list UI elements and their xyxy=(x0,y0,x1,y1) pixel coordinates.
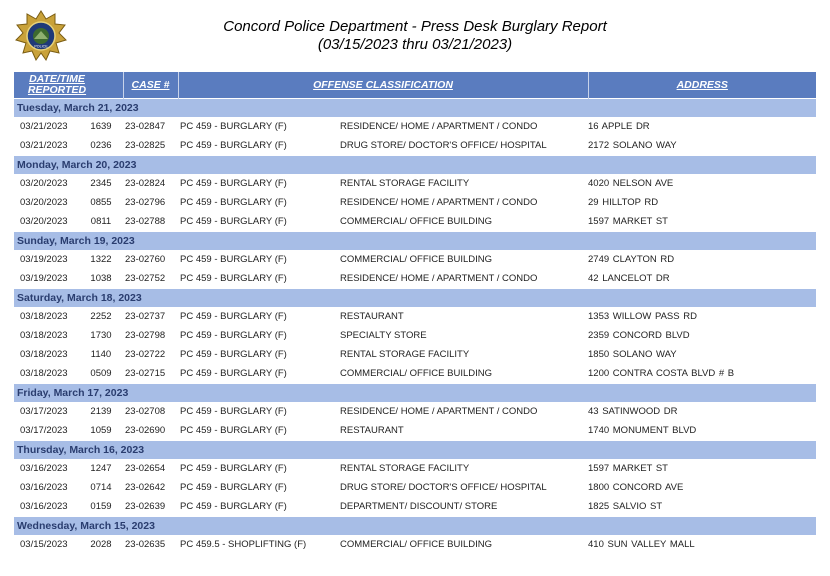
day-group-header xyxy=(14,289,816,308)
incident-date: 03/18/2023 xyxy=(20,330,68,341)
column-header-case: CASE # xyxy=(123,72,178,99)
day-group-header xyxy=(14,517,816,536)
table-row xyxy=(14,307,816,326)
incident-address: 1740 MONUMENT BLVD xyxy=(588,425,697,436)
table-row xyxy=(14,364,816,384)
premise-type: DRUG STORE/ DOCTOR'S OFFICE/ HOSPITAL xyxy=(340,140,547,151)
premise-type: DEPARTMENT/ DISCOUNT/ STORE xyxy=(340,501,498,512)
table-row xyxy=(14,478,816,497)
offense-code: PC 459 - BURGLARY (F) xyxy=(180,368,287,379)
case-number: 23-02796 xyxy=(125,197,166,208)
day-group-header xyxy=(14,232,816,251)
report-body xyxy=(14,99,816,555)
incident-address: 42 LANCELOT DR xyxy=(588,273,670,284)
table-row xyxy=(14,497,816,517)
table-row xyxy=(14,136,816,156)
case-number: 23-02722 xyxy=(125,349,166,360)
table-row xyxy=(14,269,816,289)
table-row xyxy=(14,117,816,136)
offense-code: PC 459 - BURGLARY (F) xyxy=(180,121,287,132)
day-label: Tuesday, March 21, 2023 xyxy=(14,99,816,118)
incident-address: 1597 MARKET ST xyxy=(588,463,668,474)
table-row xyxy=(14,326,816,345)
offense-code: PC 459 - BURGLARY (F) xyxy=(180,330,287,341)
incident-date: 03/16/2023 xyxy=(20,501,68,512)
incident-date: 03/16/2023 xyxy=(20,482,68,493)
incident-time: 1247 xyxy=(90,463,112,474)
incident-time: 2139 xyxy=(90,406,112,417)
day-group-header xyxy=(14,99,816,118)
case-number: 23-02847 xyxy=(125,121,166,132)
incident-time: 0811 xyxy=(90,216,112,227)
day-label: Wednesday, March 15, 2023 xyxy=(14,517,816,536)
incident-date: 03/18/2023 xyxy=(20,368,68,379)
incident-address: 2749 CLAYTON RD xyxy=(588,254,675,265)
offense-code: PC 459 - BURGLARY (F) xyxy=(180,463,287,474)
report-title: Concord Police Department - Press Desk Burglary Report xyxy=(223,18,607,35)
incident-time: 0236 xyxy=(90,140,112,151)
column-header-offense: OFFENSE CLASSIFICATION xyxy=(178,72,588,99)
premise-type: COMMERCIAL/ OFFICE BUILDING xyxy=(340,539,493,550)
premise-type: RENTAL STORAGE FACILITY xyxy=(340,349,470,360)
table-row xyxy=(14,193,816,212)
incident-date: 03/21/2023 xyxy=(20,140,68,151)
incident-time: 0159 xyxy=(90,501,112,512)
premise-type: RESTAURANT xyxy=(340,425,404,436)
day-label: Saturday, March 18, 2023 xyxy=(14,289,816,308)
incident-date: 03/17/2023 xyxy=(20,425,68,436)
incident-date: 03/21/2023 xyxy=(20,121,68,132)
premise-type: SPECIALTY STORE xyxy=(340,330,427,341)
incident-date: 03/18/2023 xyxy=(20,349,68,360)
table-row xyxy=(14,421,816,441)
case-number: 23-02690 xyxy=(125,425,166,436)
incident-date: 03/20/2023 xyxy=(20,216,68,227)
offense-code: PC 459 - BURGLARY (F) xyxy=(180,406,287,417)
case-number: 23-02825 xyxy=(125,140,166,151)
premise-type: RESIDENCE/ HOME / APARTMENT / CONDO xyxy=(340,197,538,208)
incident-address: 410 SUN VALLEY MALL xyxy=(588,539,695,550)
table-row xyxy=(14,459,816,478)
incident-time: 0714 xyxy=(90,482,112,493)
incident-address: 16 APPLE DR xyxy=(588,121,650,132)
case-number: 23-02824 xyxy=(125,178,166,189)
incident-time: 1038 xyxy=(90,273,112,284)
case-number: 23-02635 xyxy=(125,539,166,550)
incident-time: 1140 xyxy=(90,349,112,360)
offense-code: PC 459 - BURGLARY (F) xyxy=(180,311,287,322)
table-row xyxy=(14,345,816,364)
case-number: 23-02654 xyxy=(125,463,166,474)
table-header-row xyxy=(14,72,816,99)
case-number: 23-02737 xyxy=(125,311,166,322)
report-date-range: (03/15/2023 thru 03/21/2023) xyxy=(317,36,513,53)
premise-type: COMMERCIAL/ OFFICE BUILDING xyxy=(340,216,493,227)
case-number: 23-02788 xyxy=(125,216,166,227)
offense-code: PC 459 - BURGLARY (F) xyxy=(180,273,287,284)
incident-address: 1850 SOLANO WAY xyxy=(588,349,677,360)
column-header-datetime: DATE/TIME REPORTED xyxy=(14,72,123,99)
incident-address: 2359 CONCORD BLVD xyxy=(588,330,690,341)
incident-date: 03/18/2023 xyxy=(20,311,68,322)
table-row xyxy=(14,250,816,269)
offense-code: PC 459 - BURGLARY (F) xyxy=(180,349,287,360)
incident-address: 43 SATINWOOD DR xyxy=(588,406,678,417)
incident-time: 1059 xyxy=(90,425,112,436)
table-row xyxy=(14,174,816,193)
svg-text:POLICE: POLICE xyxy=(34,44,48,49)
case-number: 23-02760 xyxy=(125,254,166,265)
day-group-header xyxy=(14,441,816,460)
incident-address: 1825 SALVIO ST xyxy=(588,501,663,512)
day-group-header xyxy=(14,384,816,403)
incident-address: 1353 WILLOW PASS RD xyxy=(588,311,697,322)
premise-type: DRUG STORE/ DOCTOR'S OFFICE/ HOSPITAL xyxy=(340,482,547,493)
day-label: Friday, March 17, 2023 xyxy=(14,384,816,403)
incident-time: 1639 xyxy=(90,121,112,132)
incident-address: 4020 NELSON AVE xyxy=(588,178,674,189)
incident-date: 03/15/2023 xyxy=(20,539,68,550)
offense-code: PC 459 - BURGLARY (F) xyxy=(180,482,287,493)
incident-date: 03/19/2023 xyxy=(20,273,68,284)
incident-date: 03/16/2023 xyxy=(20,463,68,474)
incident-address: 29 HILLTOP RD xyxy=(588,197,659,208)
premise-type: COMMERCIAL/ OFFICE BUILDING xyxy=(340,368,493,379)
incident-date: 03/19/2023 xyxy=(20,254,68,265)
day-label: Thursday, March 16, 2023 xyxy=(14,441,816,460)
burglary-report-table xyxy=(14,72,816,554)
offense-code: PC 459 - BURGLARY (F) xyxy=(180,197,287,208)
case-number: 23-02642 xyxy=(125,482,166,493)
incident-date: 03/17/2023 xyxy=(20,406,68,417)
premise-type: COMMERCIAL/ OFFICE BUILDING xyxy=(340,254,493,265)
incident-time: 1322 xyxy=(90,254,112,265)
case-number: 23-02639 xyxy=(125,501,166,512)
premise-type: RESTAURANT xyxy=(340,311,404,322)
premise-type: RENTAL STORAGE FACILITY xyxy=(340,463,470,474)
incident-address: 1597 MARKET ST xyxy=(588,216,668,227)
offense-code: PC 459 - BURGLARY (F) xyxy=(180,216,287,227)
case-number: 23-02715 xyxy=(125,368,166,379)
table-row xyxy=(14,402,816,421)
incident-time: 1730 xyxy=(90,330,112,341)
premise-type: RENTAL STORAGE FACILITY xyxy=(340,178,470,189)
incident-time: 2252 xyxy=(90,311,112,322)
incident-time: 0509 xyxy=(90,368,112,379)
offense-code: PC 459.5 - SHOPLIFTING (F) xyxy=(180,539,307,550)
offense-code: PC 459 - BURGLARY (F) xyxy=(180,178,287,189)
incident-time: 2345 xyxy=(90,178,112,189)
offense-code: PC 459 - BURGLARY (F) xyxy=(180,501,287,512)
offense-code: PC 459 - BURGLARY (F) xyxy=(180,254,287,265)
incident-address: 1200 CONTRA COSTA BLVD # B xyxy=(588,368,735,379)
incident-date: 03/20/2023 xyxy=(20,197,68,208)
premise-type: RESIDENCE/ HOME / APARTMENT / CONDO xyxy=(340,406,538,417)
table-row xyxy=(14,535,816,554)
incident-time: 0855 xyxy=(90,197,112,208)
day-group-header xyxy=(14,156,816,175)
table-row xyxy=(14,212,816,232)
offense-code: PC 459 - BURGLARY (F) xyxy=(180,425,287,436)
day-label: Sunday, March 19, 2023 xyxy=(14,232,816,251)
day-label: Monday, March 20, 2023 xyxy=(14,156,816,175)
case-number: 23-02798 xyxy=(125,330,166,341)
column-header-address: ADDRESS xyxy=(588,72,816,99)
offense-code: PC 459 - BURGLARY (F) xyxy=(180,140,287,151)
case-number: 23-02708 xyxy=(125,406,166,417)
incident-address: 1800 CONCORD AVE xyxy=(588,482,684,493)
case-number: 23-02752 xyxy=(125,273,166,284)
premise-type: RESIDENCE/ HOME / APARTMENT / CONDO xyxy=(340,121,538,132)
incident-time: 2028 xyxy=(90,539,112,550)
premise-type: RESIDENCE/ HOME / APARTMENT / CONDO xyxy=(340,273,538,284)
incident-date: 03/20/2023 xyxy=(20,178,68,189)
incident-address: 2172 SOLANO WAY xyxy=(588,140,677,151)
